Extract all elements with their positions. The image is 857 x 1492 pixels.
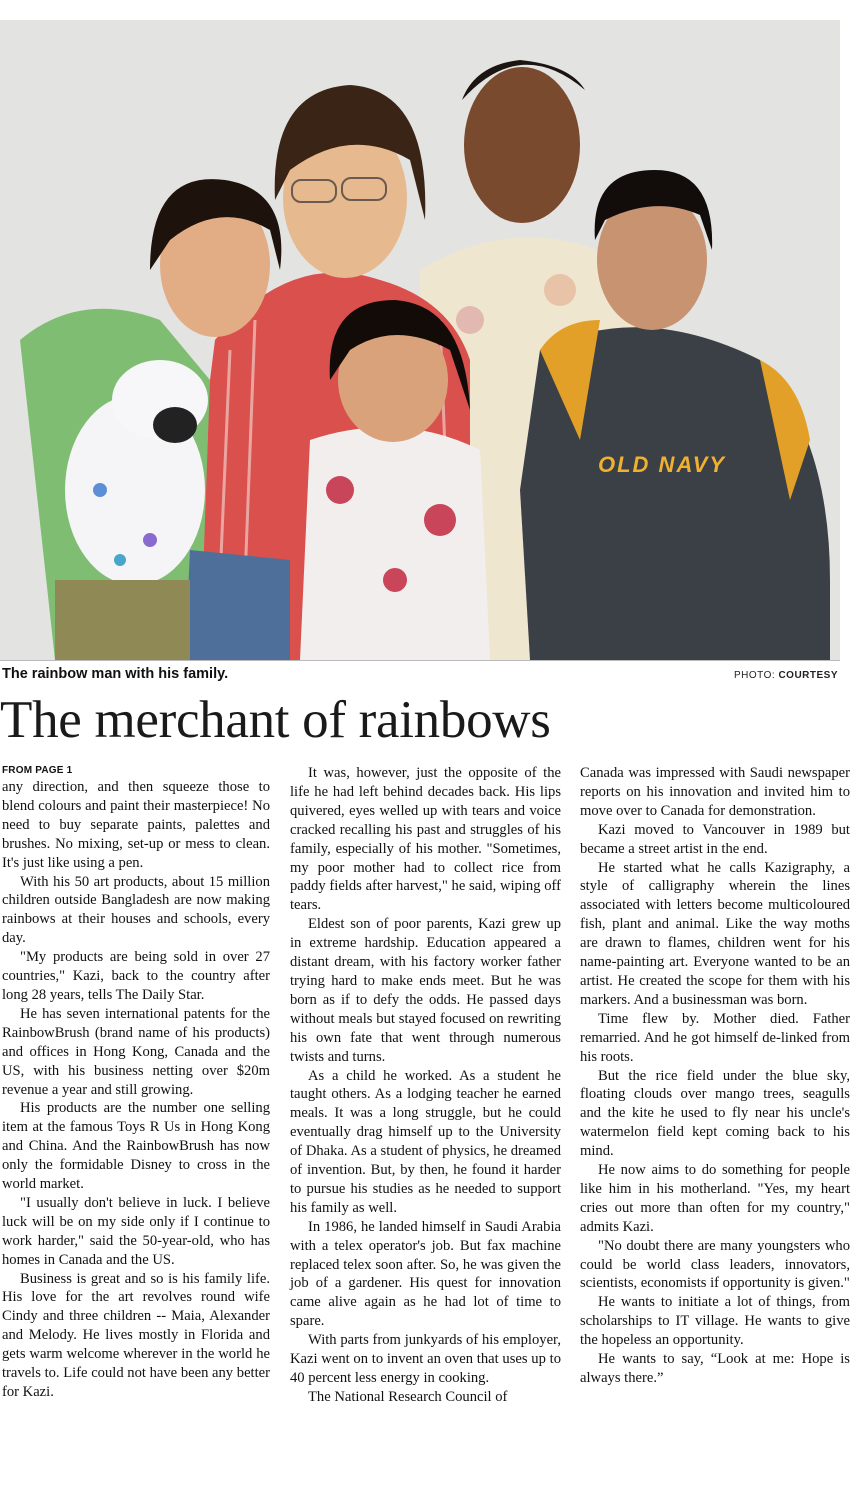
paragraph: Canada was impressed with Saudi newspaper reports on his innovation and invited him to move over to Canada for demonstration. [580, 765, 850, 819]
paragraph: The National Research Council of [308, 1388, 508, 1405]
photo-credit-name: COURTESY [778, 670, 838, 681]
paragraph: He has seven international patents for the RainbowBrush (brand name of his products) and offices in Hong Kong, Canada and the US, with his business netting over $20m revenue a year and still growing. [2, 1005, 270, 1098]
paragraph: As a child he worked. As a student he taught others. As a lodging teacher he earned meals. It was a long struggle, but he could eventually drag himself up to the University of Dhaka. As a student of physics, he dreamed of invention. But, by then, he found it harder to pursue his studies as he needed to support his family as well. [290, 1067, 561, 1216]
photo-caption: The rainbow man with his family. [2, 666, 229, 682]
article-column-2 [290, 764, 561, 1492]
paragraph: "I usually don't believe in luck. I believe luck will be on my side only if I continue to work harder," said the 50-year-old, who has homes in Canada and the US. [2, 1194, 270, 1268]
paragraph: "My products are being sold in over 27 countries," Kazi, back to the country after long 28 years, tells The Daily Star. [2, 949, 270, 1003]
family-photo [0, 20, 840, 661]
paragraph: He wants to initiate a lot of things, from scholarships to IT village. He wants to give the hopeless an opportunity. [580, 1294, 850, 1349]
dateline: FROM PAGE 1 [2, 765, 73, 776]
paragraph: But the rice field under the blue sky, floating clouds over mango trees, seagulls and the kite he used to fly near his uncle's watermelon field kept coming back to his mind. [580, 1067, 850, 1160]
paragraph: He wants to say, “Look at me: Hope is always there.” [580, 1351, 850, 1386]
paragraph: In 1986, he landed himself in Saudi Arabia with a telex operator's job. But fax machine replaced telex soon after. So, he was given the job of a gardener. His quest for innovation came alive again as he had lot of time to spare. [290, 1218, 561, 1330]
paragraph: With his 50 art products, about 15 million children outside Bangladesh are now making rainbows at their houses and schools, every day. [2, 873, 270, 947]
hoodie-logo-text: OLD NAVY [598, 452, 727, 477]
photo-credit [734, 670, 838, 681]
paragraph: Business is great and so is his family life. His love for the art revolves round wife Cindy and three children -- Maia, Alexander and Melody. He lives mostly in Florida and gets warm welcome wherever in the world he travels to. Life could not have been any better for Kazi. [2, 1270, 270, 1400]
paragraph: With parts from junkyards of his employer, Kazi went on to invent an oven that uses up to 40 percent less energy in cooking. [290, 1332, 561, 1386]
family-photo-illustration [0, 20, 840, 660]
article-column-1 [2, 764, 270, 1492]
article-column-3 [580, 764, 850, 1492]
paragraph: Time flew by. Mother died. Father remarried. And he got himself de-linked from his roots. [580, 1010, 850, 1065]
headline: The merchant of rainbows [0, 691, 551, 749]
paragraph: Kazi moved to Vancouver in 1989 but became a street artist in the end. [580, 821, 850, 857]
photo-credit-prefix: PHOTO: [734, 670, 779, 681]
paragraph: Eldest son of poor parents, Kazi grew up in extreme hardship. Education appeared a distant dream, with his factory worker father trying hard to make ends meet. But he was born as if to defy the odds. He passed days without meals but stayed focused on rewriting his own fate that went through numerous twists and turns. [290, 916, 561, 1065]
caption-row [0, 666, 840, 688]
paragraph: any direction, and then squeeze those to blend colours and paint their masterpiece! No need to buy separate paints, palettes and brushes. No mixing, set-up or mess to clean. It's just like using a pen. [2, 779, 270, 871]
paragraph: His products are the number one selling item at the famous Toys R Us in Hong Kong and China. And the RainbowBrush has now only the formidable Disney to cross in the world market. [2, 1100, 270, 1193]
paragraph: He started what he calls Kazigraphy, a style of calligraphy wherein the lines associated with letters become multicoloured fish, plant and animal. Like the way moths are drawn to flames, children went for his name-painting art. Everyone wanted to be an artist. He created the scope for them with his markers. And a businessman was born. [580, 859, 850, 1008]
paragraph: "No doubt there are many youngsters who could be world class leaders, innovators, scientists, economists if opportunity is given." [580, 1237, 850, 1292]
paragraph: He now aims to do something for people like him in his motherland. "Yes, my heart cries out more than often for my country," admits Kazi. [580, 1162, 850, 1235]
paragraph: It was, however, just the opposite of the life he had left behind decades back. His lips quivered, eyes welled up with tears and voice cracked recalling his past and struggles of his family, especially of his mother. "Sometimes, my poor mother had to collect rice from paddy fields after harvest," he said, wiping off tears. [290, 765, 561, 914]
